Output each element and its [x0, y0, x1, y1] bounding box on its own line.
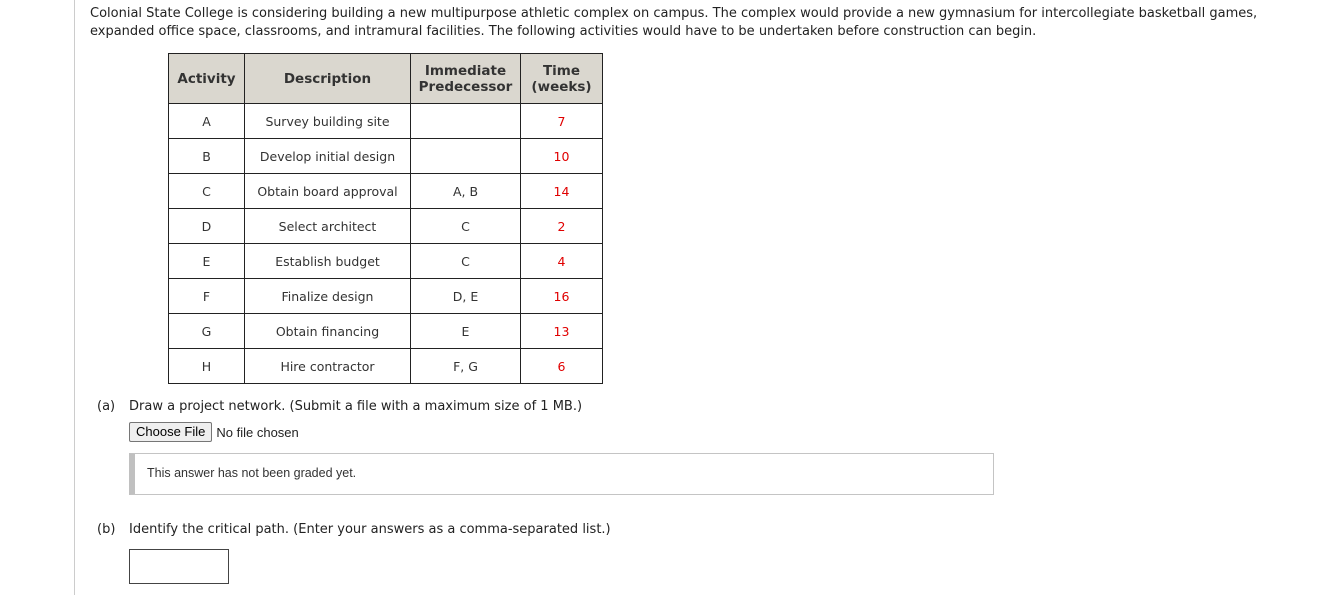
graded-notice-text: This answer has not been graded yet.: [147, 466, 357, 480]
part-b-prompt: [97, 522, 611, 537]
part-a-label: (a): [97, 399, 116, 414]
description-cell: Develop initial design: [245, 139, 411, 174]
activity-cell: G: [169, 314, 245, 349]
table-row: [169, 104, 603, 139]
part-b-text: Identify the critical path. (Enter your answers as a comma-separated list.): [129, 522, 611, 537]
time-cell: 7: [521, 104, 603, 139]
table-row: [169, 244, 603, 279]
predecessor-cell: C: [411, 209, 521, 244]
table-header-row: [169, 54, 603, 104]
predecessor-cell: [411, 139, 521, 174]
description-cell: Finalize design: [245, 279, 411, 314]
description-cell: Obtain financing: [245, 314, 411, 349]
predecessor-cell: E: [411, 314, 521, 349]
activity-cell: D: [169, 209, 245, 244]
header-activity: Activity: [169, 54, 245, 104]
table-row: [169, 139, 603, 174]
header-time-line2: (weeks): [531, 78, 592, 95]
table-row: [169, 349, 603, 384]
time-cell: 16: [521, 279, 603, 314]
table-row: [169, 174, 603, 209]
predecessor-cell: A, B: [411, 174, 521, 209]
header-description: Description: [245, 54, 411, 104]
time-cell: 6: [521, 349, 603, 384]
header-predecessor: [411, 54, 521, 104]
activity-cell: B: [169, 139, 245, 174]
header-time-line1: Time: [542, 62, 581, 79]
header-predecessor-line1: Immediate: [424, 62, 507, 79]
predecessor-cell: C: [411, 244, 521, 279]
choose-file-button[interactable]: Choose File: [129, 422, 212, 442]
activity-cell: C: [169, 174, 245, 209]
predecessor-cell: F, G: [411, 349, 521, 384]
activity-cell: F: [169, 279, 245, 314]
time-cell: 2: [521, 209, 603, 244]
time-cell: 10: [521, 139, 603, 174]
table-row: [169, 314, 603, 349]
description-cell: Survey building site: [245, 104, 411, 139]
critical-path-input[interactable]: [129, 549, 229, 584]
header-time: [521, 54, 603, 104]
activity-cell: E: [169, 244, 245, 279]
description-cell: Hire contractor: [245, 349, 411, 384]
predecessor-cell: [411, 104, 521, 139]
table-row: [169, 279, 603, 314]
activity-table: [168, 53, 603, 384]
problem-intro: Colonial State College is considering building a new multipurpose athletic complex on campus. The complex would provide a new gymnasium for intercollegiate basketball games, expanded office space, classrooms, and intramural facilities. The following activities would have to be undertaken before construction can begin.: [90, 6, 1258, 39]
question-page: [74, 0, 1335, 595]
description-cell: Establish budget: [245, 244, 411, 279]
time-cell: 14: [521, 174, 603, 209]
part-b-label: (b): [97, 522, 116, 537]
header-predecessor-line2: Predecessor: [418, 78, 513, 95]
part-a-prompt: [97, 399, 582, 414]
description-cell: Obtain board approval: [245, 174, 411, 209]
file-upload: [129, 422, 299, 442]
description-cell: Select architect: [245, 209, 411, 244]
graded-notice-box: [129, 453, 994, 495]
time-cell: 13: [521, 314, 603, 349]
file-status-text: No file chosen: [216, 424, 299, 440]
predecessor-cell: D, E: [411, 279, 521, 314]
table-row: [169, 209, 603, 244]
activity-cell: A: [169, 104, 245, 139]
activity-cell: H: [169, 349, 245, 384]
part-a-text: Draw a project network. (Submit a file with a maximum size of 1 MB.): [129, 399, 583, 414]
time-cell: 4: [521, 244, 603, 279]
